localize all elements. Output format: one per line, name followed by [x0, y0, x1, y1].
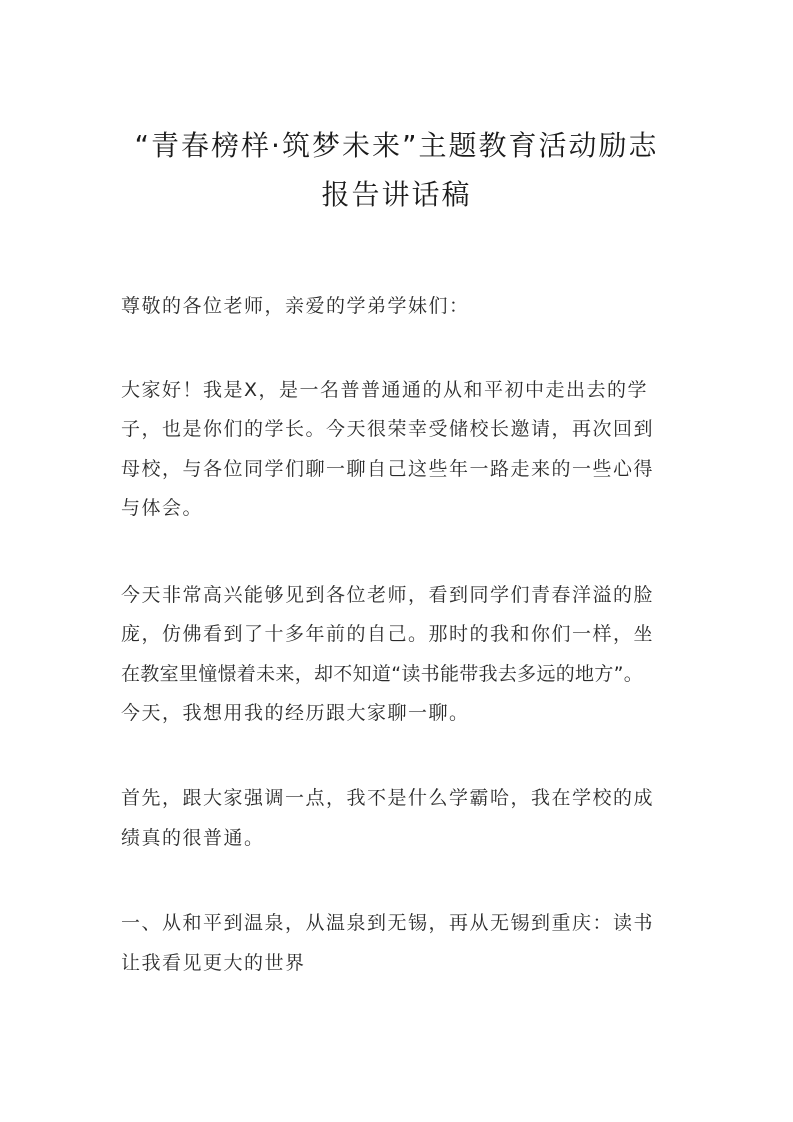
paragraph-1-line-2: 子，也是你们的学长。今天很荣幸受储校长邀请，再次回到 [121, 418, 655, 440]
paragraph-1-line-4: 与体会。 [121, 497, 204, 519]
paragraph-1-line-1: 大家好！我是X，是一名普普通通的从和平初中走出去的学 [121, 379, 649, 401]
salutation-line: 尊敬的各位老师，亲爱的学弟学妹们： [121, 295, 470, 317]
paragraph-3-line-2: 绩真的很普通。 [121, 827, 265, 849]
paragraph-1-line-3: 母校，与各位同学们聊一聊自己这些年一路走来的一些心得 [121, 458, 655, 480]
paragraph-3-line-1: 首先，跟大家强调一点，我不是什么学霸哈，我在学校的成 [121, 787, 655, 809]
document-title-line-1: “青春榜样·筑梦未来”主题教育活动励志 [134, 129, 659, 162]
paragraph-2-line-1: 今天非常高兴能够见到各位老师，看到同学们青春洋溢的脸 [121, 584, 655, 606]
paragraph-2-line-2: 庞，仿佛看到了十多年前的自己。那时的我和你们一样，坐 [121, 623, 655, 645]
section-heading-line-1: 一、从和平到温泉，从温泉到无锡，再从无锡到重庆：读书 [121, 912, 655, 934]
paragraph-2-line-4: 今天，我想用我的经历跟大家聊一聊。 [121, 702, 470, 724]
section-heading-line-2: 让我看见更大的世界 [121, 952, 306, 974]
paragraph-2-line-3: 在教室里憧憬着未来，却不知道“读书能带我去多远的地方”。 [121, 663, 644, 685]
document-title-line-2: 报告讲话稿 [321, 178, 472, 211]
